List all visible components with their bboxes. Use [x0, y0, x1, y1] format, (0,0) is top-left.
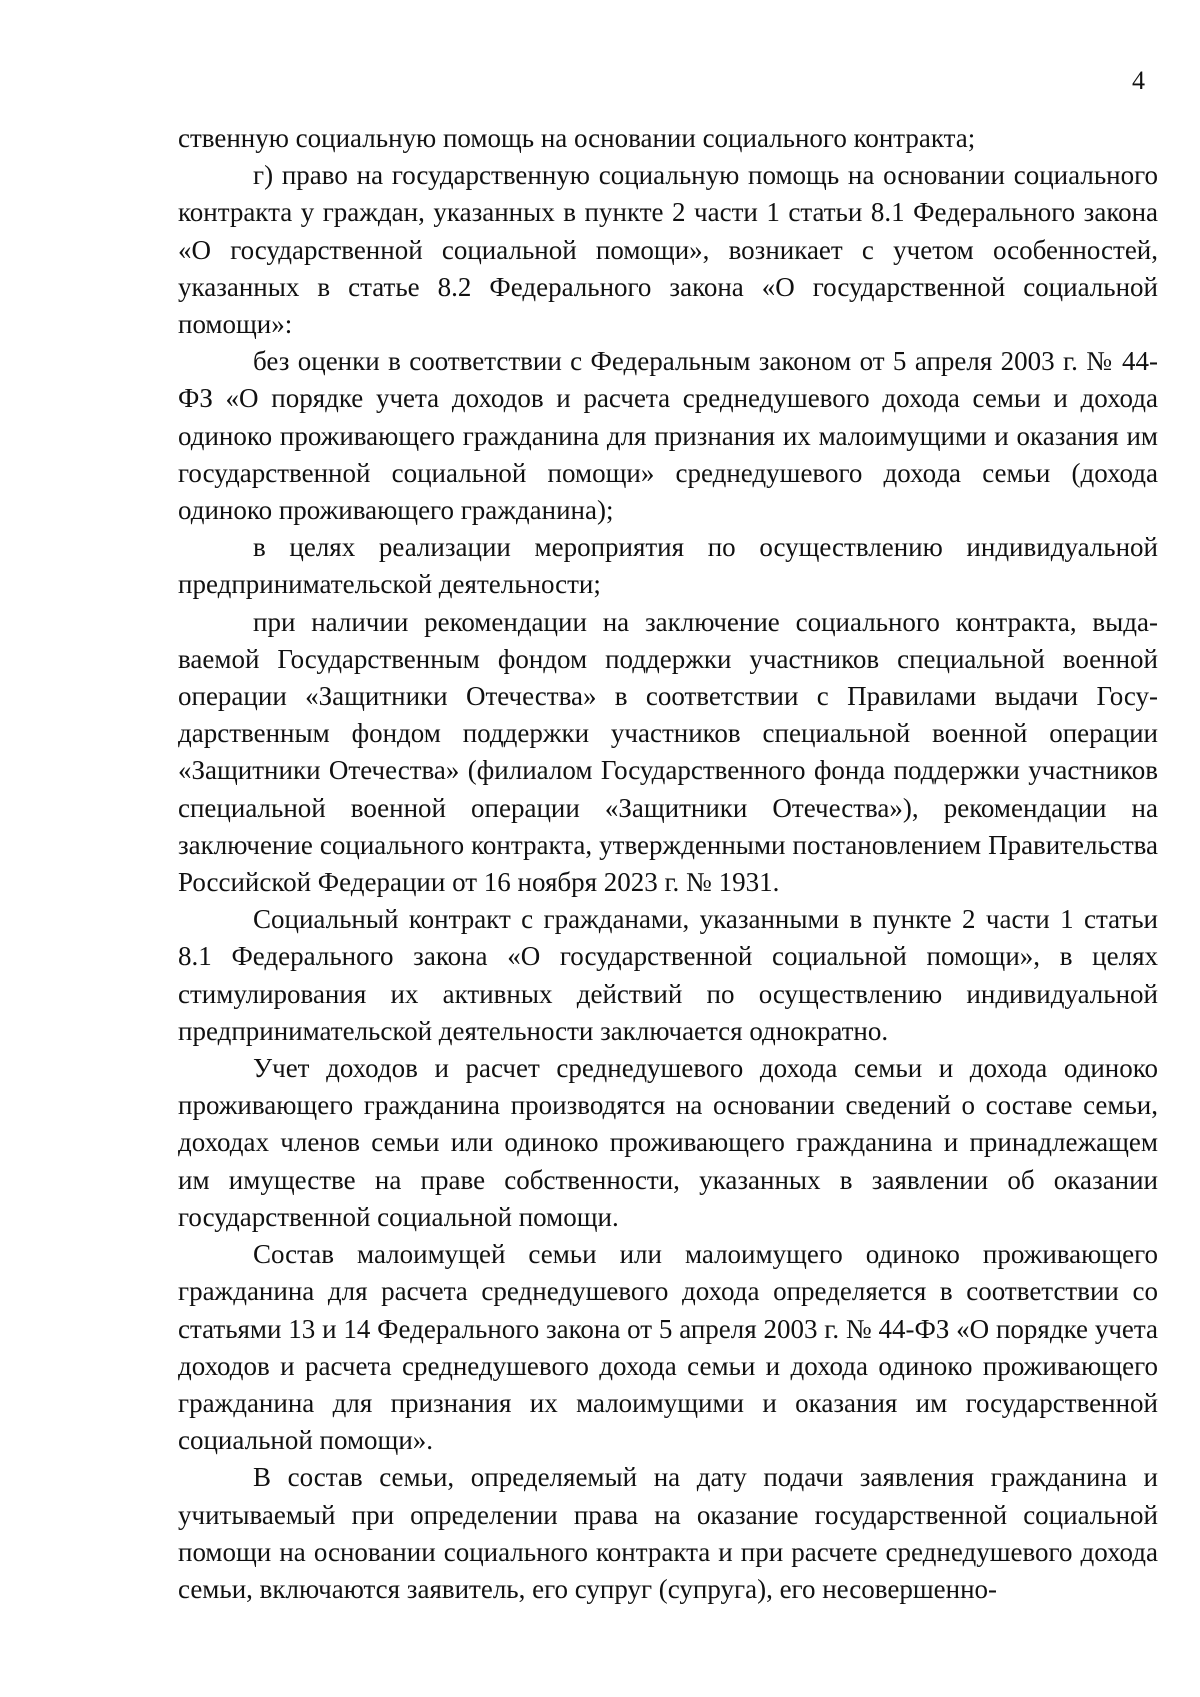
paragraph-without-assessment: без оценки в соответствии с Федеральным законом от 5 апреля 2003 г. № 44-ФЗ «О порядке учета доходов и расчета среднедушевого дохода семьи и дохода одиноко проживающего гражданина для признания их малоимущими и оказания им государственной социальной помощи» среднедушевого дохода семьи (дохода одиноко проживающего гражданина);	[178, 346, 1158, 526]
paragraph-entrepreneurship-goal: в целях реализации мероприятия по осуществлению индивидуальной предпринимательской деятельности;	[178, 532, 1158, 600]
paragraph-continuation: ственную социальную помощь на основании социального контракта;	[178, 123, 976, 153]
paragraph-family-composition: Состав малоимущей семьи или малоимущего одиноко проживающего гражданина для расчета среднедушевого дохода определяется в соответствии со статьями 13 и 14 Федерального закона от 5 апреля 2003 г. № 44-ФЗ «О порядке учета доходов и расчета среднедушевого дохода семьи и дохода одиноко проживающего гражданина для признания их малоимущими и оказания им государственной социальной помощи».	[178, 1239, 1158, 1456]
document-body	[178, 120, 1158, 1608]
paragraph-income-accounting: Учет доходов и расчет среднедушевого дохода семьи и дохода одиноко проживающего гражданина производятся на основании сведений о составе семьи, доходах членов семьи или одиноко проживающего гражданина и принадлежащем им имуществе на праве собственности, указанных в заявлении об оказании государственной социальной помощи.	[178, 1053, 1158, 1232]
paragraph-contract-once: Социальный контракт с гражданами, указанными в пункте 2 части 1 статьи 8.1 Федерального закона «О государственной социальной помощи», в целях стимулирования их активных действий по осуществлению индивидуальной предпринимательской деятельности заключается однократно.	[178, 904, 1158, 1046]
paragraph-family-members: В состав семьи, определяемый на дату подачи заявления гражданина и учитываемый при определении права на оказание государственной социальной помощи на основании социального контракта и при расчете среднедушевого дохода семьи, включаются заявитель, его супруг (супруга), его несовершенно-	[178, 1462, 1158, 1604]
paragraph-recommendation: при наличии рекомендации на заключение социального контракта, выдаваемой Государственным фондом поддержки участников специальной военной операции «Защитники Отечества» в соответствии с Правилами выдачи Государственным фондом поддержки участников специальной военной операции «Защитники Отечества» (филиалом Государственного фонда поддержки участников специальной военной операции «Защитники Отечества»), рекомендации на заключение социального контракта, утвержденными постановлением Правительства Российской Федерации от 16 ноября 2023 г. № 1931.	[178, 606, 1158, 898]
page-number: 4	[1132, 66, 1145, 95]
paragraph-item-g: г) право на государственную социальную помощь на основании социального контракта у граждан, указанных в пункте 2 части 1 статьи 8.1 Федерального закона «О государственной социальной помощи», возникает с учетом особенностей, указанных в статье 8.2 Федерального закона «О государственной социальной помощи»:	[178, 160, 1158, 340]
